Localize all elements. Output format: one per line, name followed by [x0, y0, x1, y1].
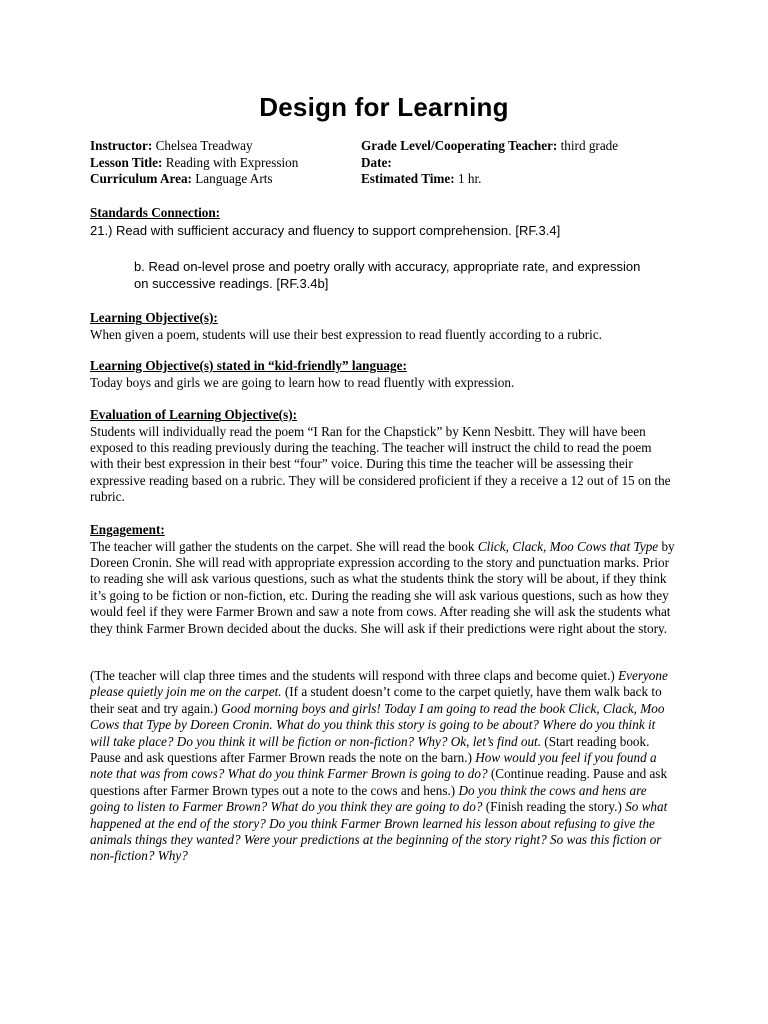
- objectives-text: When given a poem, students will use their best expression to read fluently according to a rubric.: [90, 326, 602, 342]
- curriculum-row: [90, 171, 360, 188]
- engagement-book-title: Click, Clack, Moo Cows that Type: [477, 538, 659, 554]
- engagement-script: [90, 668, 678, 865]
- standard-line-1: 21.) Read with sufficient accuracy and fluency to support comprehension. [RF.3.4]: [90, 222, 561, 238]
- grade-value: third grade: [560, 138, 619, 153]
- curriculum-label: Curriculum Area:: [90, 171, 192, 187]
- script-dialogue-5: So what happened at the end of the story? Do you think Farmer Brown learned his lesson about refusing to give the animals things they wanted? Were your predictions at the beginning of the story right? So was this fiction or non-fiction? Why?: [90, 799, 668, 864]
- script-dialogue-2: Good morning boys and girls! Today I am going to read the book Click, Clack, Moo Cows that Type by Doreen Cronin. What do you think this story is going to be about? Where do you think it will take place? Do you think it will be fiction or non-fiction? Why? Ok, let’s find out.: [90, 700, 665, 749]
- standards-heading-word: Standards: [90, 205, 148, 220]
- lesson-title-value: Reading with Expression: [165, 154, 299, 170]
- grade-row: [361, 138, 681, 155]
- evaluation-section: [90, 407, 678, 506]
- lesson-title-row: [90, 155, 360, 172]
- meta-left-column: [90, 138, 360, 188]
- script-direction-4: (Continue reading. Pause and ask questions after Farmer Brown types out a note to the cows and hens.): [90, 766, 668, 798]
- script-direction-2: (If a student doesn’t come to the carpet quietly, have them walk back to their seat and try again.): [90, 684, 662, 716]
- script-direction-5: (Finish reading the story.): [482, 799, 626, 815]
- page-title: Design for Learning: [259, 92, 509, 122]
- script-dialogue-4: Do you think the cows and hens are going to listen to Farmer Brown? What do you think they are going to do?: [90, 782, 647, 815]
- engagement-p1-text: The teacher will gather the students on the carpet. She will read the book: [90, 538, 478, 554]
- time-label: Estimated Time:: [361, 171, 455, 187]
- standards-heading: [90, 205, 678, 222]
- curriculum-value: Language Arts: [195, 171, 273, 187]
- objectives-heading-word-2: Objective(s):: [145, 310, 218, 325]
- instructor-label: Instructor:: [90, 138, 153, 153]
- kid-friendly-section: [90, 358, 678, 391]
- standards-section: [90, 205, 678, 239]
- script-dialogue-1: Everyone please quietly join me on the carpet.: [90, 668, 668, 700]
- standard-substandard: [134, 258, 654, 292]
- engagement-paragraph-1: [90, 539, 678, 637]
- grade-label: Grade Level/Cooperating Teacher:: [361, 138, 558, 153]
- instructor-value: Chelsea Treadway: [155, 138, 253, 153]
- engagement-section: [90, 522, 678, 637]
- time-row: [361, 171, 681, 188]
- meta-right-column: [361, 138, 681, 188]
- evaluation-heading-word: Evaluation: [90, 407, 152, 422]
- standard-line-2: b. Read on-level prose and poetry orally with accuracy, appropriate rate, and expression on successive readings. [RF.3.4b]: [134, 259, 641, 291]
- engagement-heading: Engagement:: [90, 522, 165, 537]
- instructor-row: [90, 138, 360, 155]
- time-value: 1 hr.: [457, 171, 482, 187]
- engagement-paragraph-2: [90, 668, 678, 865]
- script-direction-3: (Start reading book. Pause and ask questions after Farmer Brown reads the note on the barn.): [90, 733, 650, 766]
- evaluation-heading-word-3: Learning: [169, 407, 222, 422]
- evaluation-heading-word-2: of: [154, 407, 166, 422]
- engagement-p1-text-2: by Doreen Cronin. She will read with appropriate expression according to the story and punctuation marks. Prior to reading she will ask various questions, such as what the students think the story will be about, if they think it’s going to be fiction or non-fiction, etc. During the reading she will ask various questions, such as how they would feel if they were Farmer Brown and saw a note from cows. After reading she will ask the students what they think Farmer Brown decided about the ducks. She will ask if their predictions were right about the story.: [90, 538, 675, 636]
- lesson-title-label: Lesson Title:: [90, 154, 163, 170]
- standards-heading-word-2: Connection:: [151, 205, 221, 220]
- objectives-heading-word: Learning: [90, 310, 143, 325]
- script-dialogue-3: How would you feel if you found a note that was from cows? What do you think Farmer Brown is going to do?: [90, 750, 657, 782]
- kid-friendly-heading: Learning Objective(s) stated in “kid-friendly” language:: [90, 358, 407, 373]
- objectives-heading: [90, 310, 678, 327]
- date-row: [361, 155, 681, 172]
- evaluation-heading-word-4: Objective(s):: [224, 407, 297, 422]
- evaluation-text: Students will individually read the poem “I Ran for the Chapstick” by Kenn Nesbitt. They will have been exposed to this reading previously during the teaching. The teacher will instruct the child to read the poem with their best expression in their best “four” voice. During this time the teacher will be assessing their expressive reading based on a rubric. They will be considered proficient if they a receive a 12 out of 15 on the rubric.: [90, 423, 671, 505]
- kid-friendly-text: Today boys and girls we are going to learn how to read fluently with expression.: [90, 374, 515, 390]
- date-label: Date:: [361, 154, 392, 170]
- objectives-section: [90, 310, 678, 343]
- script-direction-1: (The teacher will clap three times and the students will respond with three claps and become quiet.): [90, 668, 619, 683]
- evaluation-heading: [90, 407, 678, 424]
